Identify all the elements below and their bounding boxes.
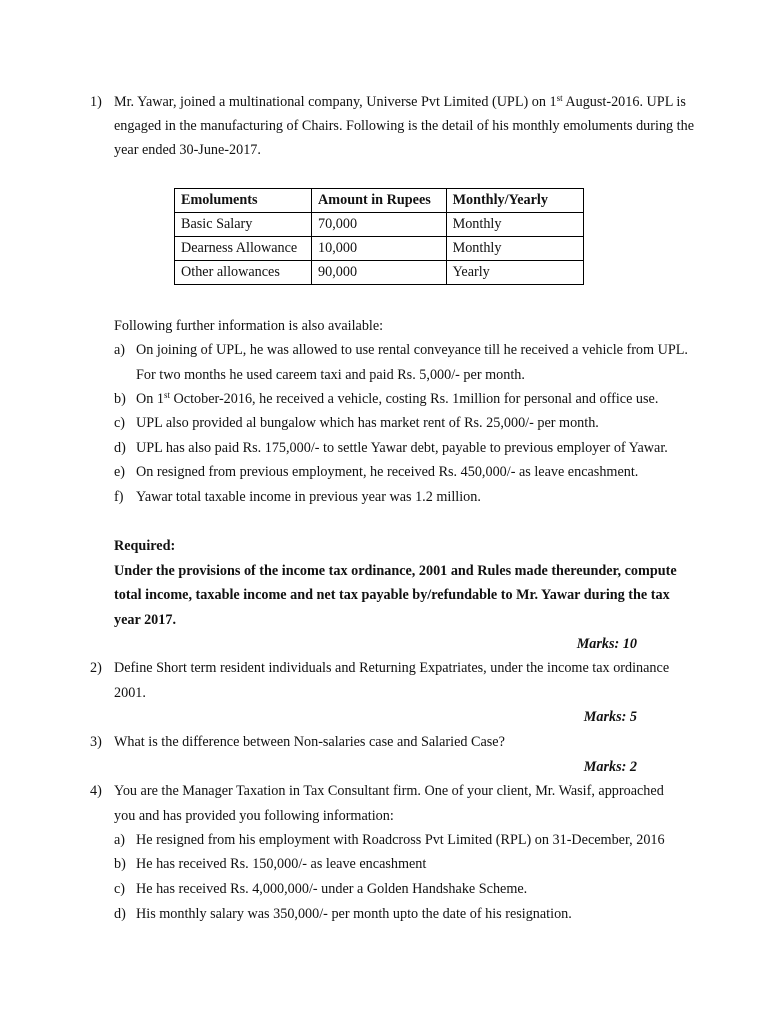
table-cell: Monthly <box>446 213 583 237</box>
q1-line-1: Mr. Yawar, joined a multinational company, Universe Pvt Limited (UPL) on 1st August-2016. UPL is <box>114 93 686 110</box>
table-cell: Yearly <box>446 261 583 285</box>
required-label: Required: <box>114 538 176 554</box>
list-item: On resigned from previous employment, he received Rs. 450,000/- as leave encashment. <box>136 464 639 480</box>
table-header: Monthly/Yearly <box>446 189 583 213</box>
q3-marks: Marks: 2 <box>583 759 637 775</box>
q3-number: 3) <box>90 734 102 750</box>
q1-line-3: year ended 30-June-2017. <box>114 142 261 158</box>
q1-marks: Marks: 10 <box>576 636 637 652</box>
table-header-row <box>175 189 584 213</box>
q4-number: 4) <box>90 783 102 799</box>
table-cell: Monthly <box>446 237 583 261</box>
table-row <box>175 261 584 285</box>
list-item: He has received Rs. 150,000/- as leave encashment <box>136 856 427 872</box>
q2-marks: Marks: 5 <box>583 709 637 725</box>
table-cell: 10,000 <box>312 237 447 261</box>
q3-line-1: What is the difference between Non-salaries case and Salaried Case? <box>114 734 505 750</box>
q2-line-1: Define Short term resident individuals and Returning Expatriates, under the income tax ordinance <box>114 660 670 676</box>
required-line-1: Under the provisions of the income tax ordinance, 2001 and Rules made thereunder, compute <box>114 563 677 579</box>
list-item: He resigned from his employment with Roadcross Pvt Limited (RPL) on 31-December, 2016 <box>136 832 665 848</box>
list-item: Yawar total taxable income in previous year was 1.2 million. <box>136 489 481 505</box>
list-item: UPL also provided al bungalow which has market rent of Rs. 25,000/- per month. <box>136 415 599 431</box>
list-item-label: d) <box>114 440 126 456</box>
q4-line-2: you and has provided you following information: <box>114 808 394 824</box>
table-row <box>175 213 584 237</box>
table-cell: 70,000 <box>312 213 447 237</box>
list-item-label: a) <box>114 832 126 848</box>
table-cell: Basic Salary <box>175 213 312 237</box>
list-item: His monthly salary was 350,000/- per month upto the date of his resignation. <box>136 906 572 922</box>
list-item: On joining of UPL, he was allowed to use rental conveyance till he received a vehicle from UPL. <box>136 342 688 358</box>
list-item-continuation: For two months he used careem taxi and paid Rs. 5,000/- per month. <box>136 367 525 383</box>
required-line-3: year 2017. <box>114 612 176 628</box>
list-item-label: a) <box>114 342 126 358</box>
list-item-label: c) <box>114 881 126 897</box>
list-item-label: c) <box>114 415 126 431</box>
table-cell: Other allowances <box>175 261 312 285</box>
list-item: On 1st October-2016, he received a vehicle, costing Rs. 1million for personal and office use. <box>136 390 659 407</box>
q4-line-1: You are the Manager Taxation in Tax Consultant firm. One of your client, Mr. Wasif, approached <box>114 783 664 799</box>
q2-number: 2) <box>90 660 102 676</box>
q1-number: 1) <box>90 94 102 110</box>
q1-line-2: engaged in the manufacturing of Chairs. Following is the detail of his monthly emoluments during the <box>114 118 695 134</box>
list-item: UPL has also paid Rs. 175,000/- to settle Yawar debt, payable to previous employer of Yawar. <box>136 440 668 456</box>
list-item-label: b) <box>114 391 126 407</box>
list-item-label: d) <box>114 906 126 922</box>
table-header: Emoluments <box>175 189 312 213</box>
table-header: Amount in Rupees <box>312 189 447 213</box>
list-item-label: b) <box>114 856 126 872</box>
q2-line-2: 2001. <box>114 685 146 701</box>
required-line-2: total income, taxable income and net tax payable by/refundable to Mr. Yawar during the tax <box>114 587 670 603</box>
list-item-label: f) <box>114 489 124 505</box>
table-cell: 90,000 <box>312 261 447 285</box>
table-row <box>175 237 584 261</box>
list-item-label: e) <box>114 464 126 480</box>
table-cell: Dearness Allowance <box>175 237 312 261</box>
list-item: He has received Rs. 4,000,000/- under a Golden Handshake Scheme. <box>136 881 528 897</box>
emoluments-table <box>174 188 584 285</box>
further-info-heading: Following further information is also available: <box>114 318 384 334</box>
